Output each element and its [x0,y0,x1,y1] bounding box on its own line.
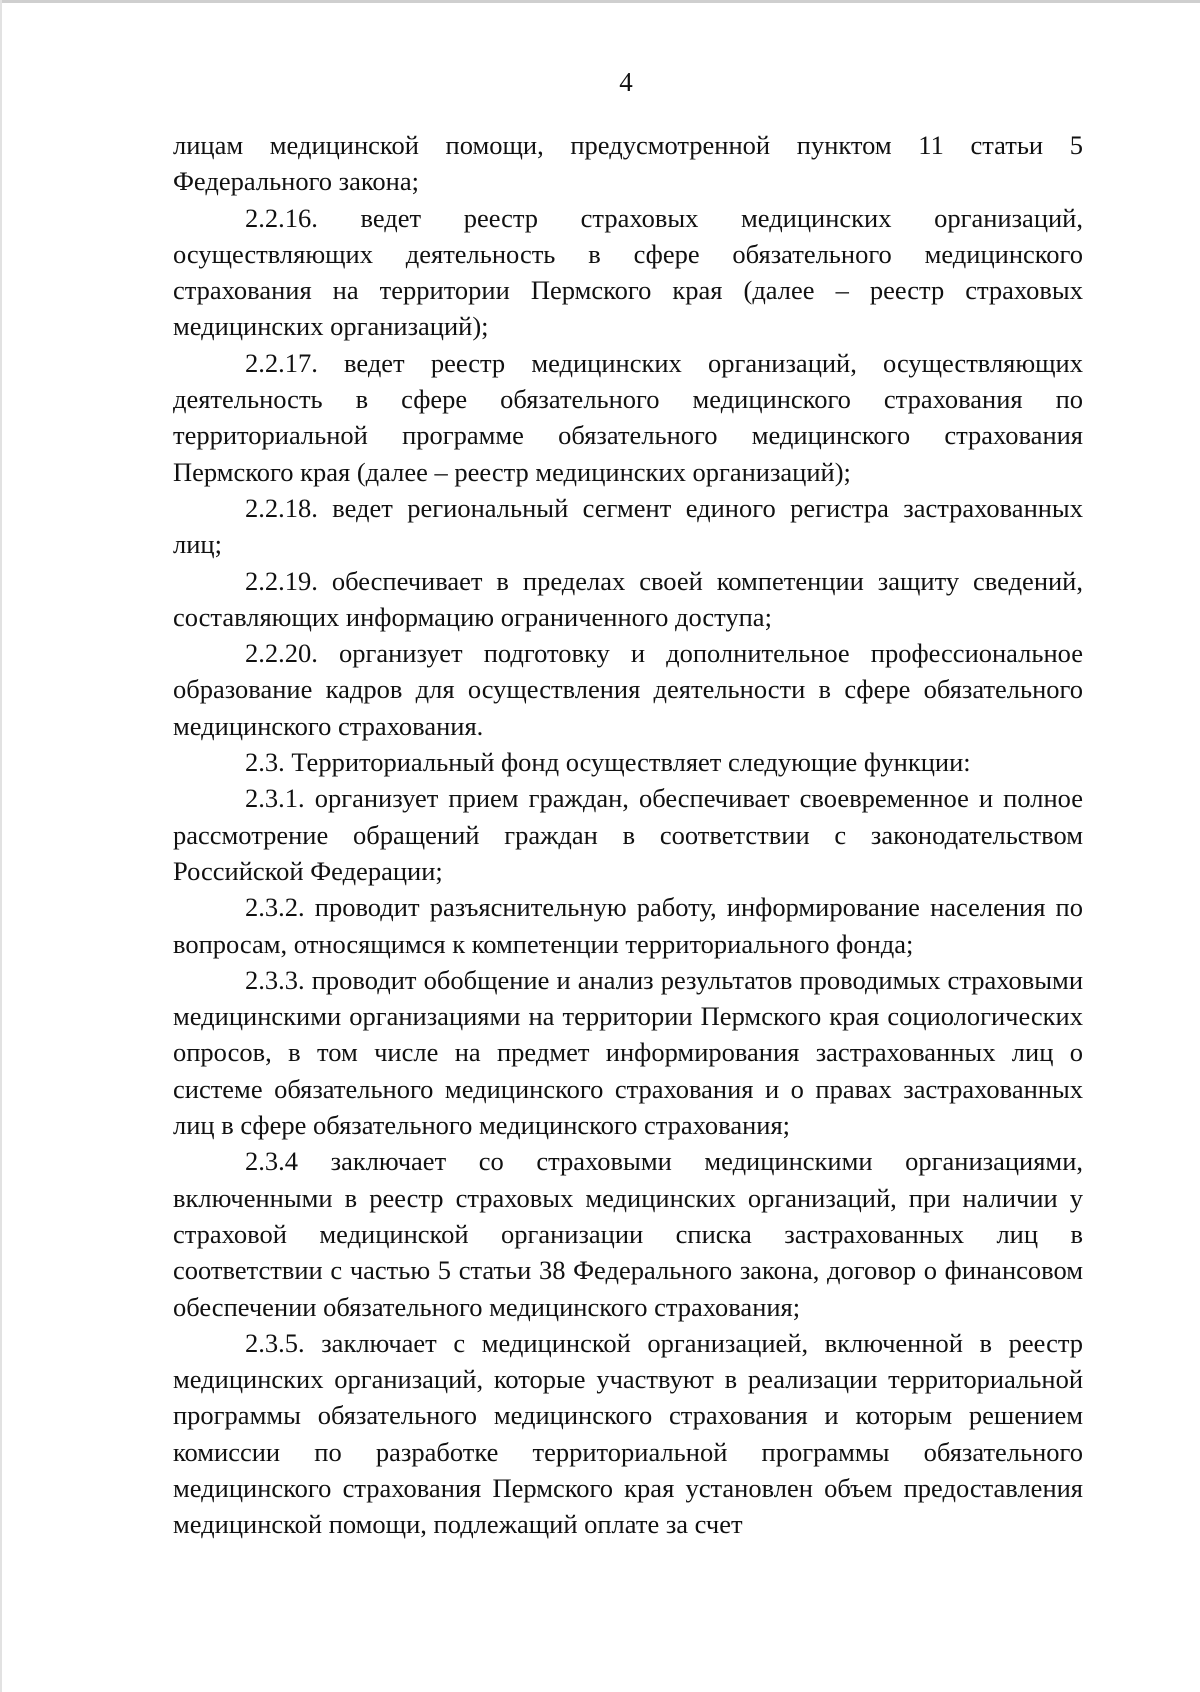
paragraph-2-3-1: 2.3.1. организует прием граждан, обеспечивает своевременное и полное рассмотрение обращений граждан в соответствии с законодательством Российской Федерации; [173,783,1083,886]
paragraph-2-3-3: 2.3.3. проводит обобщение и анализ результатов проводимых страховыми медицинскими организациями на территории Пермского края социологических опросов, в том числе на предмет информирования застрахованных лиц о системе обязательного медицинского страхования и о правах застрахованных лиц в сфере обязательного медицинского страхования; [173,964,1083,1141]
paragraph-continuation: лицам медицинской помощи, предусмотренной пунктом 11 статьи 5 Федерального закона; [173,130,1083,197]
scan-edge-top [0,0,1200,3]
scan-edge-left [0,0,2,1692]
paragraph-2-2-17: 2.2.17. ведет реестр медицинских организаций, осуществляющих деятельность в сфере обязательного медицинского страхования по территориальной программе обязательного медицинского страхования Пермского края (далее – реестр медицинских организаций); [173,347,1083,487]
paragraph-2-2-16: 2.2.16. ведет реестр страховых медицинских организаций, осуществляющих деятельность в сфере обязательного медицинского страхования на территории Пермского края (далее – реестр страховых медицинских организаций); [173,202,1083,342]
paragraph-2-3-2: 2.3.2. проводит разъяснительную работу, информирование населения по вопросам, относящимся к компетенции территориального фонда; [173,892,1083,959]
document-body [173,127,1083,1543]
paragraph-2-3-4: 2.3.4 заключает со страховыми медицинскими организациями, включенными в реестр страховых медицинских организаций, при наличии у страховой медицинской организации списка застрахованных лиц в соответствии с частью 5 статьи 38 Федерального закона, договор о финансовом обеспечении обязательного медицинского страхования; [173,1146,1083,1322]
paragraph-2-2-20: 2.2.20. организует подготовку и дополнительное профессиональное образование кадров для осуществления деятельности в сфере обязательного медицинского страхования. [173,638,1083,741]
page-number: 4 [619,67,633,97]
paragraph-2-3-5: 2.3.5. заключает с медицинской организацией, включенной в реестр медицинских организаций, которые участвуют в реализации территориальной программы обязательного медицинского страхования и которым решением комиссии по разработке территориальной программы обязательного медицинского страхования Пермского края установлен объем предоставления медицинской помощи, подлежащий оплате за счет [173,1327,1083,1540]
paragraph-2-3: 2.3. Территориальный фонд осуществляет следующие функции: [245,747,971,778]
paragraph-2-2-19: 2.2.19. обеспечивает в пределах своей компетенции защиту сведений, составляющих информацию ограниченного доступа; [173,565,1083,632]
paragraph-2-2-18: 2.2.18. ведет региональный сегмент единого регистра застрахованных лиц; [173,492,1083,560]
